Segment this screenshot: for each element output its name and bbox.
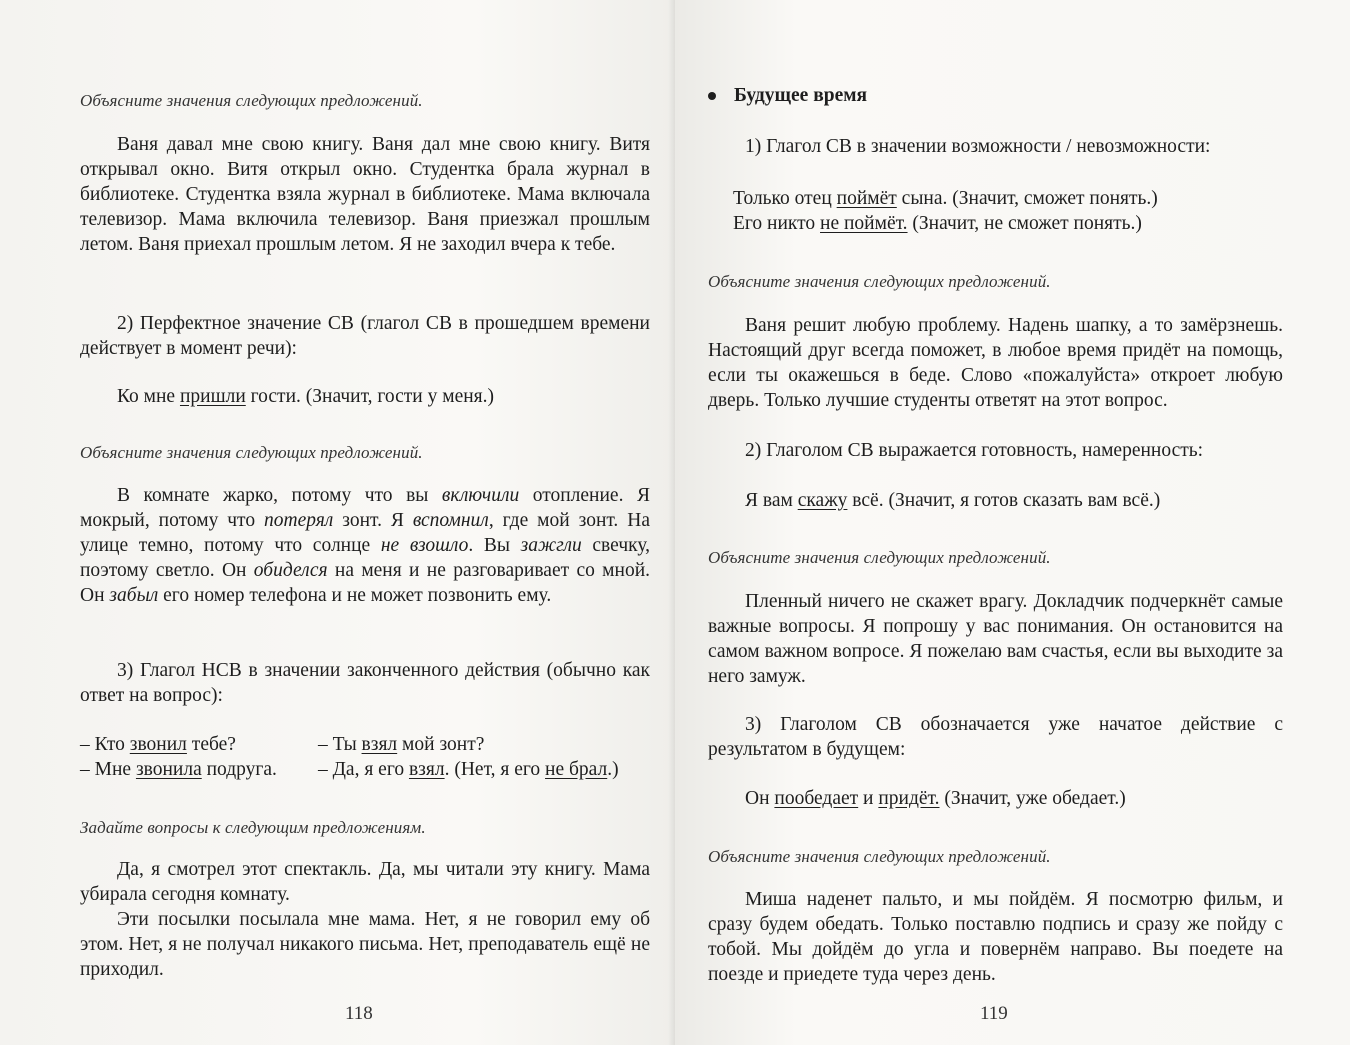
exercise-text: Ваня решит любую проблему. Надень шапку, а то замёрзнешь. Настоящий друг всегда поможет, в любое время придёт на помощь, если ты окажешься в беде. Слово «пожалуйста» откроет любую дверь. Только лучшие студенты ответят на этот вопрос. (708, 315, 1283, 411)
text-segment: его номер телефона и не может позвонить ему. (158, 585, 552, 606)
section-heading: Будущее время (708, 83, 867, 108)
dialog-line: – Мне звонила подруга. (80, 759, 277, 780)
right-page (675, 0, 1350, 1045)
example-sentence: Он пообедает и придёт. (Значит, уже обедает.) (745, 788, 1126, 809)
page-number: 118 (345, 1003, 373, 1024)
rule-statement: 2) Перфектное значение СВ (глагол СВ в прошедшем времени действует в момент речи): (80, 313, 650, 359)
example-sentence: Ко мне пришли гости. (Значит, гости у меня.) (117, 386, 495, 407)
exercise-text (80, 483, 650, 608)
underlined-verb: пришли (179, 386, 246, 407)
dialog-line: – Ты взял мой зонт? (318, 734, 485, 755)
text-segment: зонт. Я (333, 510, 413, 531)
text-segment: , где мой зонт. На улице темно, потому что солнце (80, 510, 650, 556)
bullet-icon (708, 92, 716, 100)
text-segment: отопление. Я мокрый, потому что (80, 485, 650, 531)
exercise-instruction: Объясните значения следующих предложений. (708, 548, 1051, 567)
exercise-instruction: Объясните значения следующих предложений. (80, 91, 423, 110)
rule-statement: 3) Глагол НСВ в значении законченного действия (обычно как ответ на вопрос): (80, 660, 650, 706)
italic-verb: вспомнил (412, 510, 489, 531)
rule-statement: 3) Глаголом СВ обозначается уже начатое действие с результатом в будущем: (708, 714, 1283, 760)
example-sentence: Только отец поймёт сына. (Значит, сможет понять.) (733, 188, 1158, 209)
example-sentence: Его никто не поймёт. (Значит, не сможет понять.) (733, 213, 1142, 234)
dialog-example (80, 732, 650, 782)
text-segment: свечку, поэтому светло. Он (80, 535, 650, 581)
italic-verb: не взошло (380, 535, 469, 556)
italic-verb: включили (441, 485, 520, 506)
text-segment: на меня и не разговаривает со мной. Он (80, 560, 651, 606)
exercise-instruction: Объясните значения следующих предложений. (80, 443, 423, 462)
italic-verb: зажгли (520, 535, 582, 556)
exercise-text: Пленный ничего не скажет врагу. Докладчик подчеркнёт самые важные вопросы. Я попрошу у вас понимания. Он остановится на самом важном вопросе. Я пожелаю вам счастья, если вы выходите за него замуж. (708, 591, 1283, 687)
dialog-line: – Да, я его взял. (Нет, я его не брал.) (318, 759, 619, 780)
italic-verb: обиделся (253, 560, 328, 581)
dialog-line: – Кто звонил тебе? (80, 734, 236, 755)
italic-verb: потерял (264, 510, 334, 531)
exercise-text: Эти посылки посылала мне мама. Нет, я не говорил ему об этом. Нет, я не получал никакого письма. Нет, преподаватель ещё не приходил. (80, 909, 650, 980)
rule-statement: 1) Глагол СВ в значении возможности / невозможности: (745, 136, 1211, 157)
italic-verb: забыл (109, 585, 159, 606)
rule-statement: 2) Глаголом СВ выражается готовность, намеренность: (745, 440, 1204, 461)
example-sentence: Я вам скажу всё. (Значит, я готов сказать вам всё.) (745, 490, 1161, 511)
text-segment: . Вы (468, 535, 521, 556)
exercise-instruction: Объясните значения следующих предложений. (708, 272, 1051, 291)
exercise-instruction: Объясните значения следующих предложений. (708, 847, 1051, 866)
exercise-instruction: Задайте вопросы к следующим предложениям. (80, 818, 426, 837)
text-segment: В комнате жарко, потому что вы (117, 485, 442, 506)
page-number: 119 (980, 1003, 1008, 1024)
exercise-text: Миша наденет пальто, и мы пойдём. Я посмотрю фильм, и сразу будем обедать. Только поставлю подпись и сразу же пойду с тобой. Мы дойдём до угла и повернём направо. Вы поедете на поезде и приедете туда через день. (708, 889, 1283, 985)
exercise-text: Ваня давал мне свою книгу. Ваня дал мне свою книгу. Витя открывал окно. Витя открыл окно. Студентка брала журнал в библиотеке. Студентка взяла журнал в библиотеке. Мама включала телевизор. Мама включила телевизор. Ваня приезжал прошлым летом. Ваня приехал прошлым летом. Я не заходил вчера к тебе. (80, 134, 650, 255)
exercise-text: Да, я смотрел этот спектакль. Да, мы читали эту книгу. Мама убирала сегодня комнату. (80, 859, 650, 905)
